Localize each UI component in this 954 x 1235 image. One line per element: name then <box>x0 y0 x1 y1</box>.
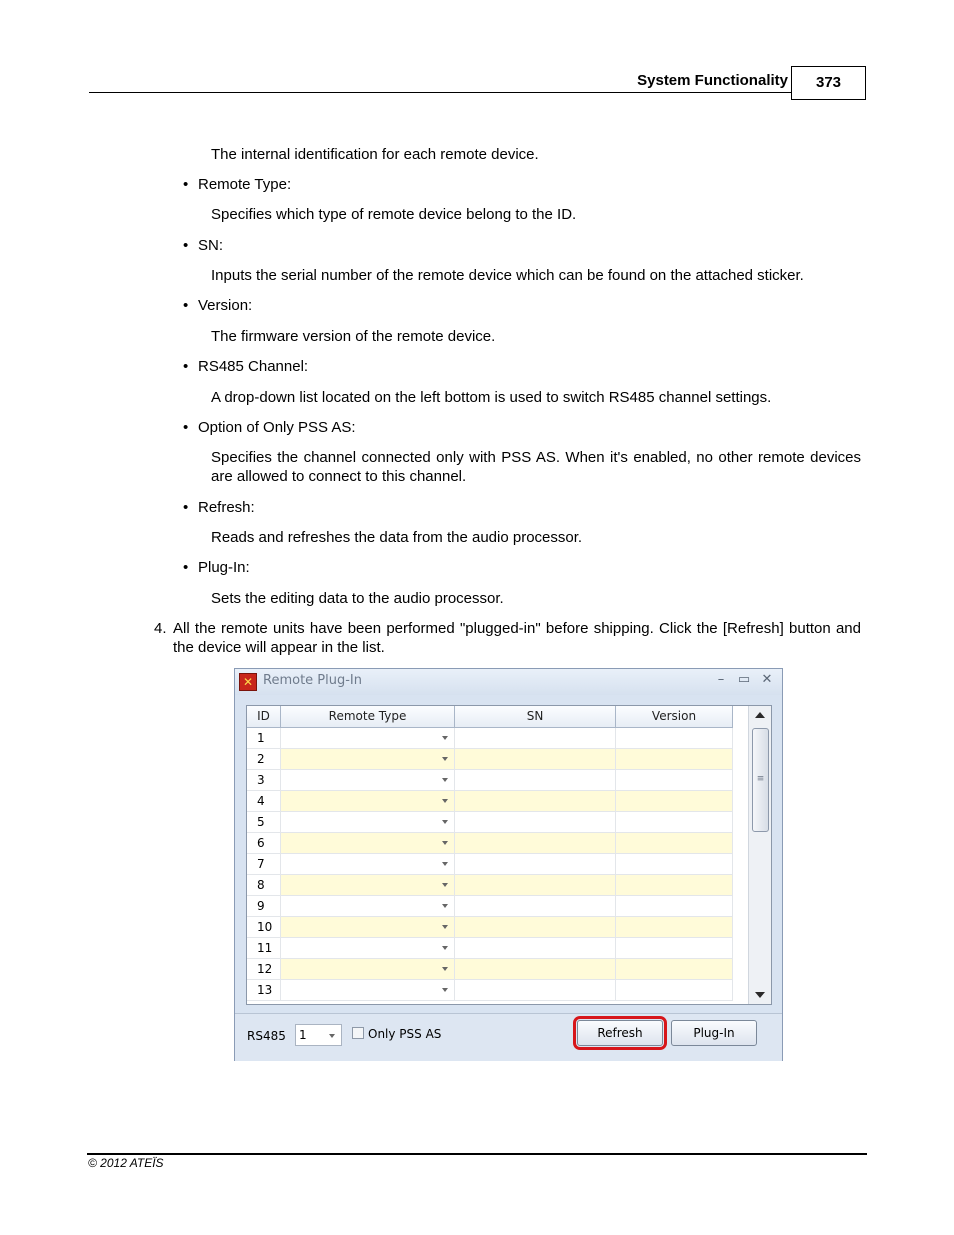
desc-version: The firmware version of the remote device. <box>211 328 496 345</box>
cell-sn[interactable] <box>455 875 616 895</box>
cell-sn[interactable] <box>455 959 616 979</box>
page-number: 373 <box>791 66 866 100</box>
refresh-button[interactable]: Refresh <box>577 1020 663 1046</box>
cell-sn[interactable] <box>455 938 616 958</box>
cell-remote-type[interactable] <box>281 875 455 895</box>
copyright: © 2012 ATEÏS <box>88 1156 164 1170</box>
table-row[interactable] <box>247 980 733 1001</box>
table-row[interactable] <box>247 770 733 791</box>
cell-remote-type[interactable] <box>281 791 455 811</box>
chevron-down-icon[interactable] <box>442 988 448 992</box>
close-icon[interactable]: ✕ <box>761 672 773 687</box>
cell-remote-type[interactable] <box>281 728 455 748</box>
cell-remote-type[interactable] <box>281 854 455 874</box>
only-pss-as-checkbox[interactable] <box>352 1027 364 1039</box>
chevron-down-icon[interactable] <box>442 925 448 929</box>
header-rule <box>89 92 792 93</box>
chevron-down-icon[interactable] <box>442 736 448 740</box>
cell-version <box>616 875 733 895</box>
cell-version <box>616 917 733 937</box>
grid-header <box>247 706 733 728</box>
cell-remote-type[interactable] <box>281 770 455 790</box>
chevron-down-icon[interactable] <box>442 757 448 761</box>
desc-rs485-channel: A drop-down list located on the left bottom is used to switch RS485 channel settings. <box>211 389 772 406</box>
table-row[interactable] <box>247 833 733 854</box>
only-pss-as-label: Only PSS AS <box>368 1027 442 1041</box>
table-row[interactable] <box>247 938 733 959</box>
cell-version <box>616 980 733 1000</box>
chevron-down-icon[interactable] <box>442 904 448 908</box>
cell-version <box>616 854 733 874</box>
cell-sn[interactable] <box>455 854 616 874</box>
cell-version <box>616 770 733 790</box>
dialog-titlebar[interactable] <box>235 669 782 695</box>
desc-remote-type: Specifies which type of remote device belong to the ID. <box>211 206 577 223</box>
cell-remote-type[interactable] <box>281 959 455 979</box>
cell-version <box>616 896 733 916</box>
cell-version <box>616 938 733 958</box>
chevron-down-icon[interactable] <box>442 799 448 803</box>
cell-id: 13 <box>247 980 281 1000</box>
cell-remote-type[interactable] <box>281 749 455 769</box>
cell-id: 4 <box>247 791 281 811</box>
scroll-up-icon[interactable] <box>755 712 765 718</box>
cell-sn[interactable] <box>455 917 616 937</box>
tools-icon: ✕ <box>239 673 257 691</box>
chevron-down-icon <box>329 1034 335 1038</box>
minimize-icon[interactable]: – <box>717 672 725 687</box>
remote-grid <box>246 705 772 1005</box>
column-header-id[interactable]: ID <box>247 706 281 728</box>
step-4 <box>154 619 861 657</box>
intro-description: The internal identification for each remote device. <box>211 146 539 163</box>
cell-sn[interactable] <box>455 980 616 1000</box>
cell-sn[interactable] <box>455 833 616 853</box>
desc-sn: Inputs the serial number of the remote device which can be found on the attached sticker. <box>211 267 804 284</box>
table-row[interactable] <box>247 875 733 896</box>
cell-version <box>616 728 733 748</box>
step-text: All the remote units have been performed "plugged-in" before shipping. Click the [Refresh] button and the device will appear in the list. <box>173 620 861 656</box>
table-row[interactable] <box>247 812 733 833</box>
bullet-rs485-channel: • RS485 Channel: <box>198 357 308 376</box>
cell-id: 12 <box>247 959 281 979</box>
table-row[interactable] <box>247 749 733 770</box>
rs485-label: RS485 <box>247 1029 286 1043</box>
cell-remote-type[interactable] <box>281 917 455 937</box>
dialog-footer <box>235 1013 782 1061</box>
vertical-scrollbar[interactable] <box>748 706 771 1004</box>
cell-sn[interactable] <box>455 749 616 769</box>
table-row[interactable] <box>247 959 733 980</box>
column-header-sn[interactable]: SN <box>455 706 616 728</box>
bullet-remote-type: • Remote Type: <box>198 175 291 194</box>
footer-rule <box>87 1153 867 1155</box>
header-title: System Functionality <box>637 72 788 89</box>
chevron-down-icon[interactable] <box>442 820 448 824</box>
cell-id: 8 <box>247 875 281 895</box>
cell-id: 1 <box>247 728 281 748</box>
chevron-down-icon[interactable] <box>442 778 448 782</box>
cell-sn[interactable] <box>455 791 616 811</box>
rs485-value: 1 <box>299 1028 307 1042</box>
cell-version <box>616 749 733 769</box>
step-number: 4. <box>154 620 167 637</box>
desc-only-pss-as: Specifies the channel connected only with PSS AS. When it's enabled, no other remote devices are allowed to connect to this channel. <box>211 449 861 485</box>
remote-plugin-dialog <box>234 668 783 1061</box>
table-row[interactable] <box>247 896 733 917</box>
plug-in-button[interactable]: Plug-In <box>671 1020 757 1046</box>
bullet-sn: • SN: <box>198 236 223 255</box>
cell-version <box>616 812 733 832</box>
cell-sn[interactable] <box>455 812 616 832</box>
bullet-refresh: • Refresh: <box>198 498 255 517</box>
dialog-title: Remote Plug-In <box>263 673 362 688</box>
table-row[interactable] <box>247 791 733 812</box>
cell-version <box>616 959 733 979</box>
bullet-only-pss-as: • Option of Only PSS AS: <box>198 418 356 437</box>
cell-id: 5 <box>247 812 281 832</box>
cell-sn[interactable] <box>455 728 616 748</box>
cell-id: 10 <box>247 917 281 937</box>
chevron-down-icon[interactable] <box>442 967 448 971</box>
chevron-down-icon[interactable] <box>442 862 448 866</box>
cell-id: 2 <box>247 749 281 769</box>
cell-remote-type[interactable] <box>281 833 455 853</box>
maximize-icon[interactable]: ▭ <box>737 672 751 687</box>
desc-plug-in: Sets the editing data to the audio processor. <box>211 590 504 607</box>
table-row[interactable] <box>247 917 733 938</box>
table-row[interactable] <box>247 728 733 749</box>
cell-version <box>616 833 733 853</box>
rs485-select[interactable] <box>295 1024 342 1046</box>
cell-version <box>616 791 733 811</box>
cell-id: 6 <box>247 833 281 853</box>
cell-sn[interactable] <box>455 770 616 790</box>
cell-id: 9 <box>247 896 281 916</box>
bullet-plug-in: • Plug-In: <box>198 558 250 577</box>
bullet-version: • Version: <box>198 296 252 315</box>
cell-remote-type[interactable] <box>281 938 455 958</box>
column-header-remote-type[interactable]: Remote Type <box>281 706 455 728</box>
scroll-thumb[interactable]: ≡ <box>752 728 769 832</box>
cell-remote-type[interactable] <box>281 980 455 1000</box>
column-header-version[interactable]: Version <box>616 706 733 728</box>
table-row[interactable] <box>247 854 733 875</box>
cell-id: 7 <box>247 854 281 874</box>
chevron-down-icon[interactable] <box>442 946 448 950</box>
chevron-down-icon[interactable] <box>442 883 448 887</box>
chevron-down-icon[interactable] <box>442 841 448 845</box>
cell-id: 3 <box>247 770 281 790</box>
cell-id: 11 <box>247 938 281 958</box>
cell-sn[interactable] <box>455 896 616 916</box>
cell-remote-type[interactable] <box>281 896 455 916</box>
desc-refresh: Reads and refreshes the data from the audio processor. <box>211 529 583 546</box>
grid-rows <box>247 728 733 1001</box>
scroll-down-icon[interactable] <box>755 992 765 998</box>
cell-remote-type[interactable] <box>281 812 455 832</box>
